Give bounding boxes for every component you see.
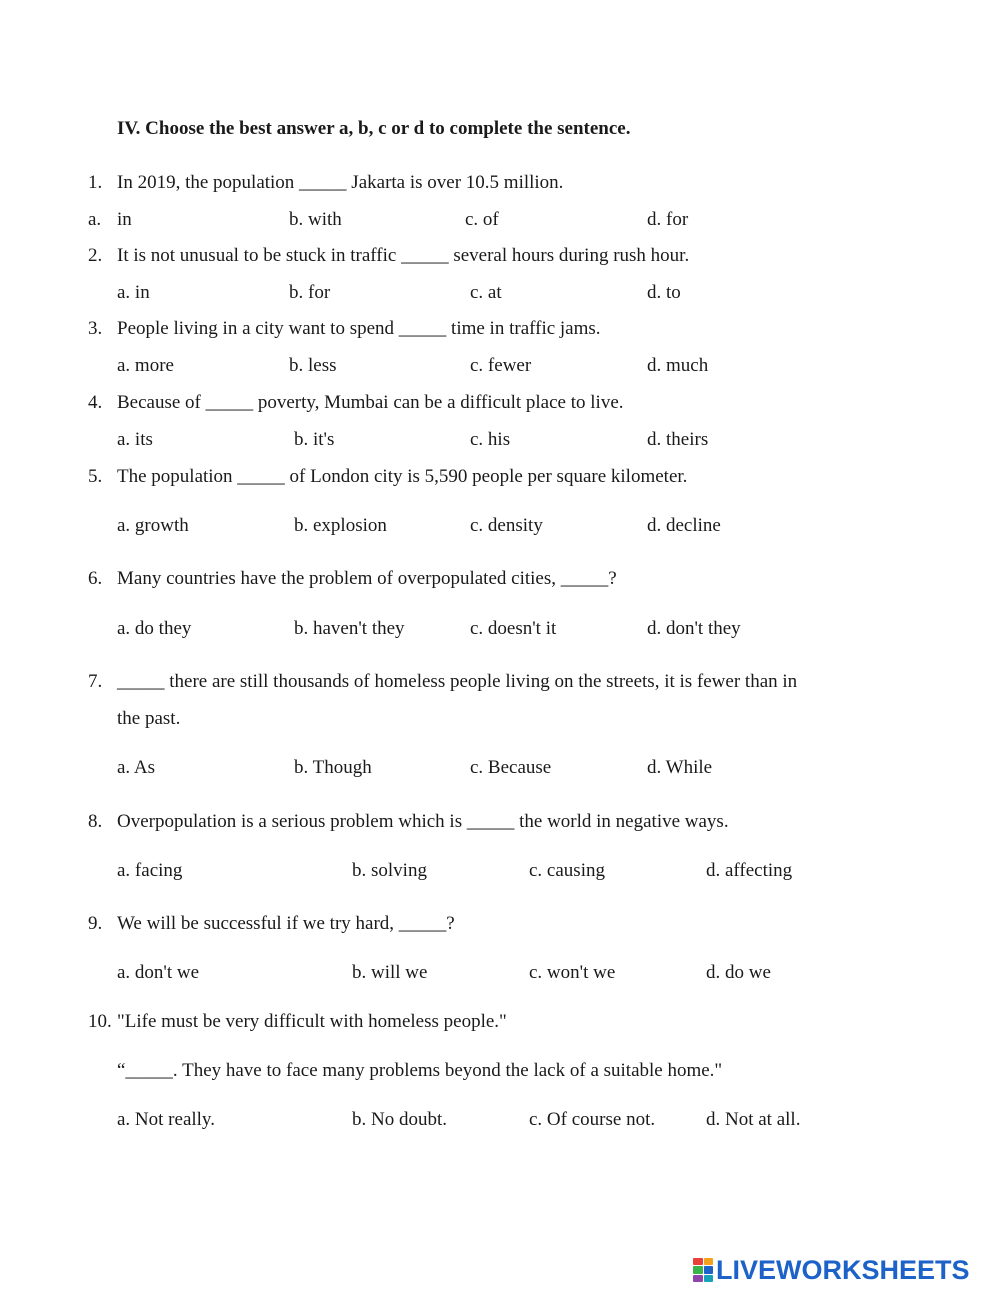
option-d[interactable]: d. don't they (647, 618, 741, 639)
option-a[interactable]: a. more (117, 355, 174, 376)
logo-square (704, 1275, 714, 1282)
option-a[interactable]: a. in (117, 282, 150, 303)
option-a[interactable]: a. As (117, 757, 155, 778)
option-b[interactable]: b. it's (294, 429, 335, 450)
question-number: 4. (88, 392, 103, 413)
question-stem: Overpopulation is a serious problem which is _____ the world in negative ways. (117, 811, 729, 832)
question-stem: Because of _____ poverty, Mumbai can be a difficult place to live. (117, 392, 624, 413)
option-b[interactable]: b. for (289, 282, 331, 303)
option-b[interactable]: b. will we (352, 962, 428, 983)
option-a[interactable]: a. Not really. (117, 1109, 215, 1130)
question-stem: It is not unusual to be stuck in traffic _____ several hours during rush hour. (117, 245, 690, 266)
logo-text: LIVEWORKSHEETS (716, 1254, 970, 1285)
option-a-label: a. (88, 209, 102, 230)
option-d[interactable]: d. decline (647, 515, 721, 536)
option-b[interactable]: b. haven't they (294, 618, 405, 639)
option-d[interactable]: d. do we (706, 962, 771, 983)
option-c[interactable]: c. density (470, 515, 543, 536)
question-number: 3. (88, 318, 103, 339)
question-stem: "Life must be very difficult with homeless people." (117, 1011, 507, 1032)
option-c[interactable]: c. won't we (529, 962, 616, 983)
logo-square (704, 1266, 714, 1273)
option-c[interactable]: c. Of course not. (529, 1109, 656, 1130)
option-a[interactable]: a. don't we (117, 962, 200, 983)
option-a[interactable]: a. facing (117, 860, 183, 881)
question-stem-continued: the past. (117, 708, 181, 729)
option-a[interactable]: in (117, 209, 132, 230)
liveworksheets-mark-icon (693, 1258, 713, 1282)
option-c[interactable]: c. his (470, 429, 511, 450)
option-d[interactable]: d. Not at all. (706, 1109, 801, 1130)
question-number: 2. (88, 245, 103, 266)
question-number: 9. (88, 913, 103, 934)
question-stem-continued: “_____. They have to face many problems beyond the lack of a suitable home." (117, 1060, 723, 1081)
option-c[interactable]: c. at (470, 282, 502, 303)
option-c[interactable]: c. of (465, 209, 499, 230)
option-d[interactable]: d. affecting (706, 860, 793, 881)
question-number: 5. (88, 466, 103, 487)
question-stem: We will be successful if we try hard, _____? (117, 913, 455, 934)
option-d[interactable]: d. much (647, 355, 709, 376)
option-b[interactable]: b. solving (352, 860, 427, 881)
question-stem: _____ there are still thousands of homeless people living on the streets, it is fewer than in (117, 671, 798, 692)
option-a[interactable]: a. growth (117, 515, 189, 536)
question-stem: People living in a city want to spend _____ time in traffic jams. (117, 318, 601, 339)
question-stem: The population _____ of London city is 5,590 people per square kilometer. (117, 466, 688, 487)
logo-square (704, 1258, 714, 1265)
question-stem: Many countries have the problem of overpopulated cities, _____? (117, 568, 617, 589)
liveworksheets-logo (693, 1256, 970, 1284)
option-d[interactable]: d. for (647, 209, 689, 230)
option-b[interactable]: b. explosion (294, 515, 387, 536)
question-number: 6. (88, 568, 103, 589)
section-heading: IV. Choose the best answer a, b, c or d to complete the sentence. (117, 118, 631, 139)
option-a[interactable]: a. do they (117, 618, 192, 639)
logo-square (693, 1258, 703, 1265)
logo-square (693, 1266, 703, 1273)
question-stem: In 2019, the population _____ Jakarta is over 10.5 million. (117, 172, 564, 193)
option-d[interactable]: d. While (647, 757, 713, 778)
option-c[interactable]: c. Because (470, 757, 552, 778)
logo-square (693, 1275, 703, 1282)
question-number: 1. (88, 172, 103, 193)
option-c[interactable]: c. fewer (470, 355, 532, 376)
question-number: 10. (88, 1011, 112, 1032)
option-b[interactable]: b. No doubt. (352, 1109, 447, 1130)
option-b[interactable]: b. less (289, 355, 337, 376)
question-number: 8. (88, 811, 103, 832)
question-number: 7. (88, 671, 103, 692)
option-c[interactable]: c. causing (529, 860, 605, 881)
option-c[interactable]: c. doesn't it (470, 618, 557, 639)
option-a[interactable]: a. its (117, 429, 153, 450)
option-b[interactable]: b. Though (294, 757, 372, 778)
option-d[interactable]: d. to (647, 282, 681, 303)
option-b[interactable]: b. with (289, 209, 342, 230)
option-d[interactable]: d. theirs (647, 429, 709, 450)
